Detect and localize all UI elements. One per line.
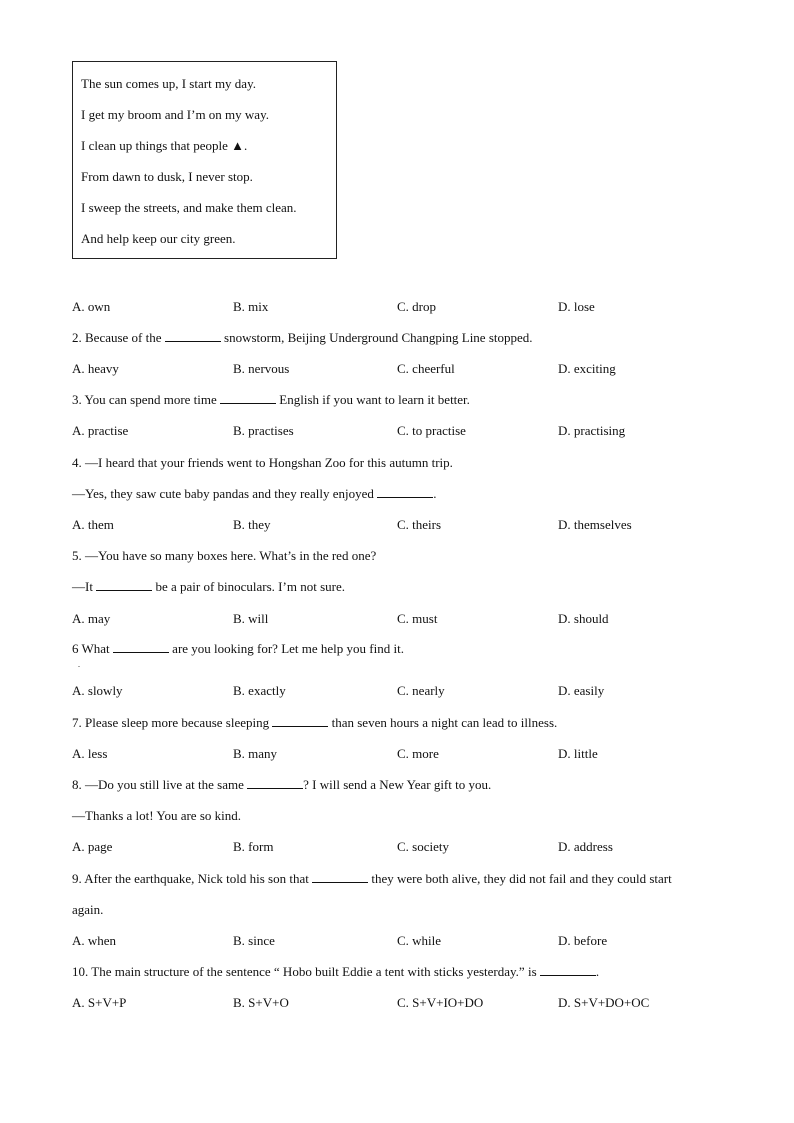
q4-stem-line1: 4. —I heard that your friends went to Hongshan Zoo for this autumn trip.	[72, 455, 453, 470]
q10-option-a[interactable]: A. S+V+P	[72, 995, 127, 1010]
poem-box	[72, 61, 337, 259]
q5-option-a[interactable]: A. may	[72, 611, 111, 626]
q6-text-after: are you looking for? Let me help you find it.	[168, 641, 404, 656]
q8-text-before: 8. —Do you still live at the same	[72, 777, 248, 792]
q8-stem-line1	[72, 777, 491, 793]
q2-blank	[165, 330, 221, 342]
q9-text-before: 9. After the earthquake, Nick told his son that	[72, 871, 313, 886]
q7-option-a[interactable]: A. less	[72, 746, 108, 761]
q6-option-d[interactable]: D. easily	[558, 683, 605, 698]
q6-option-c[interactable]: C. nearly	[397, 683, 445, 698]
q8-option-b[interactable]: B. form	[233, 839, 274, 854]
q9-option-b[interactable]: B. since	[233, 933, 275, 948]
q1-option-d[interactable]: D. lose	[558, 299, 595, 314]
q2-text-after: snowstorm, Beijing Underground Changping Line stopped.	[220, 330, 533, 345]
q8-option-a[interactable]: A. page	[72, 839, 113, 854]
q6-dot-mark: .	[78, 660, 80, 669]
q5-stem-line1: 5. —You have so many boxes here. What’s in the red one?	[72, 548, 377, 563]
poem-line: From dawn to dusk, I never stop.	[81, 169, 253, 184]
q8-blank	[247, 777, 303, 789]
q5-option-b[interactable]: B. will	[233, 611, 269, 626]
q2-option-d[interactable]: D. exciting	[558, 361, 616, 376]
q4-option-c[interactable]: C. theirs	[397, 517, 442, 532]
q10-option-d[interactable]: D. S+V+DO+OC	[558, 995, 650, 1010]
q10-option-c[interactable]: C. S+V+IO+DO	[397, 995, 484, 1010]
poem-line: I get my broom and I’m on my way.	[81, 107, 269, 122]
q5-text-after: be a pair of binoculars. I’m not sure.	[152, 579, 345, 594]
q4-option-a[interactable]: A. them	[72, 517, 114, 532]
q7-option-b[interactable]: B. many	[233, 746, 278, 761]
q3-blank	[220, 392, 276, 404]
q7-text-before: 7. Please sleep more because sleeping	[72, 715, 273, 730]
poem-line: I clean up things that people ▲.	[81, 138, 248, 153]
q10-text-after: .	[595, 964, 600, 979]
q8-option-d[interactable]: D. address	[558, 839, 613, 854]
q4-blank	[377, 486, 433, 498]
q2-option-a[interactable]: A. heavy	[72, 361, 119, 376]
q1-option-b[interactable]: B. mix	[233, 299, 269, 314]
q2-stem	[72, 330, 533, 346]
q10-stem	[72, 964, 599, 980]
q10-blank	[540, 964, 596, 976]
q7-option-d[interactable]: D. little	[558, 746, 598, 761]
q4-text-before: —Yes, they saw cute baby pandas and they really enjoyed	[72, 486, 378, 501]
q9-stem-line2: again.	[72, 902, 104, 917]
q6-text-before: 6 What	[72, 641, 113, 656]
q10-text-before: 10. The main structure of the sentence “ Hobo built Eddie a tent with sticks yesterday.” is	[72, 964, 540, 979]
q6-blank	[113, 641, 169, 653]
q3-option-c[interactable]: C. to practise	[397, 423, 466, 438]
q6-stem	[72, 641, 404, 657]
q9-option-c[interactable]: C. while	[397, 933, 442, 948]
poem-line: The sun comes up, I start my day.	[81, 76, 256, 91]
q7-blank	[272, 715, 328, 727]
q3-text-before: 3. You can spend more time	[72, 392, 221, 407]
q3-option-a[interactable]: A. practise	[72, 423, 129, 438]
poem-line: I sweep the streets, and make them clean.	[81, 200, 297, 215]
q5-option-d[interactable]: D. should	[558, 611, 609, 626]
q7-text-after: than seven hours a night can lead to illness.	[328, 715, 558, 730]
q5-stem-line2	[72, 579, 345, 595]
q4-stem-line2	[72, 486, 436, 502]
q5-option-c[interactable]: C. must	[397, 611, 438, 626]
q2-option-b[interactable]: B. nervous	[233, 361, 290, 376]
q10-option-b[interactable]: B. S+V+O	[233, 995, 289, 1010]
q2-option-c[interactable]: C. cheerful	[397, 361, 455, 376]
q1-option-c[interactable]: C. drop	[397, 299, 436, 314]
q3-text-after: English if you want to learn it better.	[276, 392, 470, 407]
q9-blank	[312, 871, 368, 883]
q3-stem	[72, 392, 470, 408]
q3-option-d[interactable]: D. practising	[558, 423, 626, 438]
q8-text-after: ? I will send a New Year gift to you.	[303, 777, 492, 792]
q1-option-a[interactable]: A. own	[72, 299, 111, 314]
q7-stem	[72, 715, 557, 731]
q9-text-after: they were both alive, they did not fail and they could start	[368, 871, 672, 886]
q2-text-before: 2. Because of the	[72, 330, 165, 345]
q4-option-d[interactable]: D. themselves	[558, 517, 632, 532]
poem-line: And help keep our city green.	[81, 231, 236, 246]
q3-option-b[interactable]: B. practises	[233, 423, 294, 438]
q6-option-b[interactable]: B. exactly	[233, 683, 286, 698]
q8-option-c[interactable]: C. society	[397, 839, 449, 854]
q9-option-a[interactable]: A. when	[72, 933, 117, 948]
q7-option-c[interactable]: C. more	[397, 746, 439, 761]
q8-stem-line2: —Thanks a lot! You are so kind.	[72, 808, 241, 823]
q9-option-d[interactable]: D. before	[558, 933, 608, 948]
q5-blank	[96, 579, 152, 591]
q9-stem-line1	[72, 871, 672, 887]
q5-text-before: —It	[72, 579, 97, 594]
q4-text-after: .	[433, 486, 437, 501]
q6-option-a[interactable]: A. slowly	[72, 683, 123, 698]
q4-option-b[interactable]: B. they	[233, 517, 271, 532]
